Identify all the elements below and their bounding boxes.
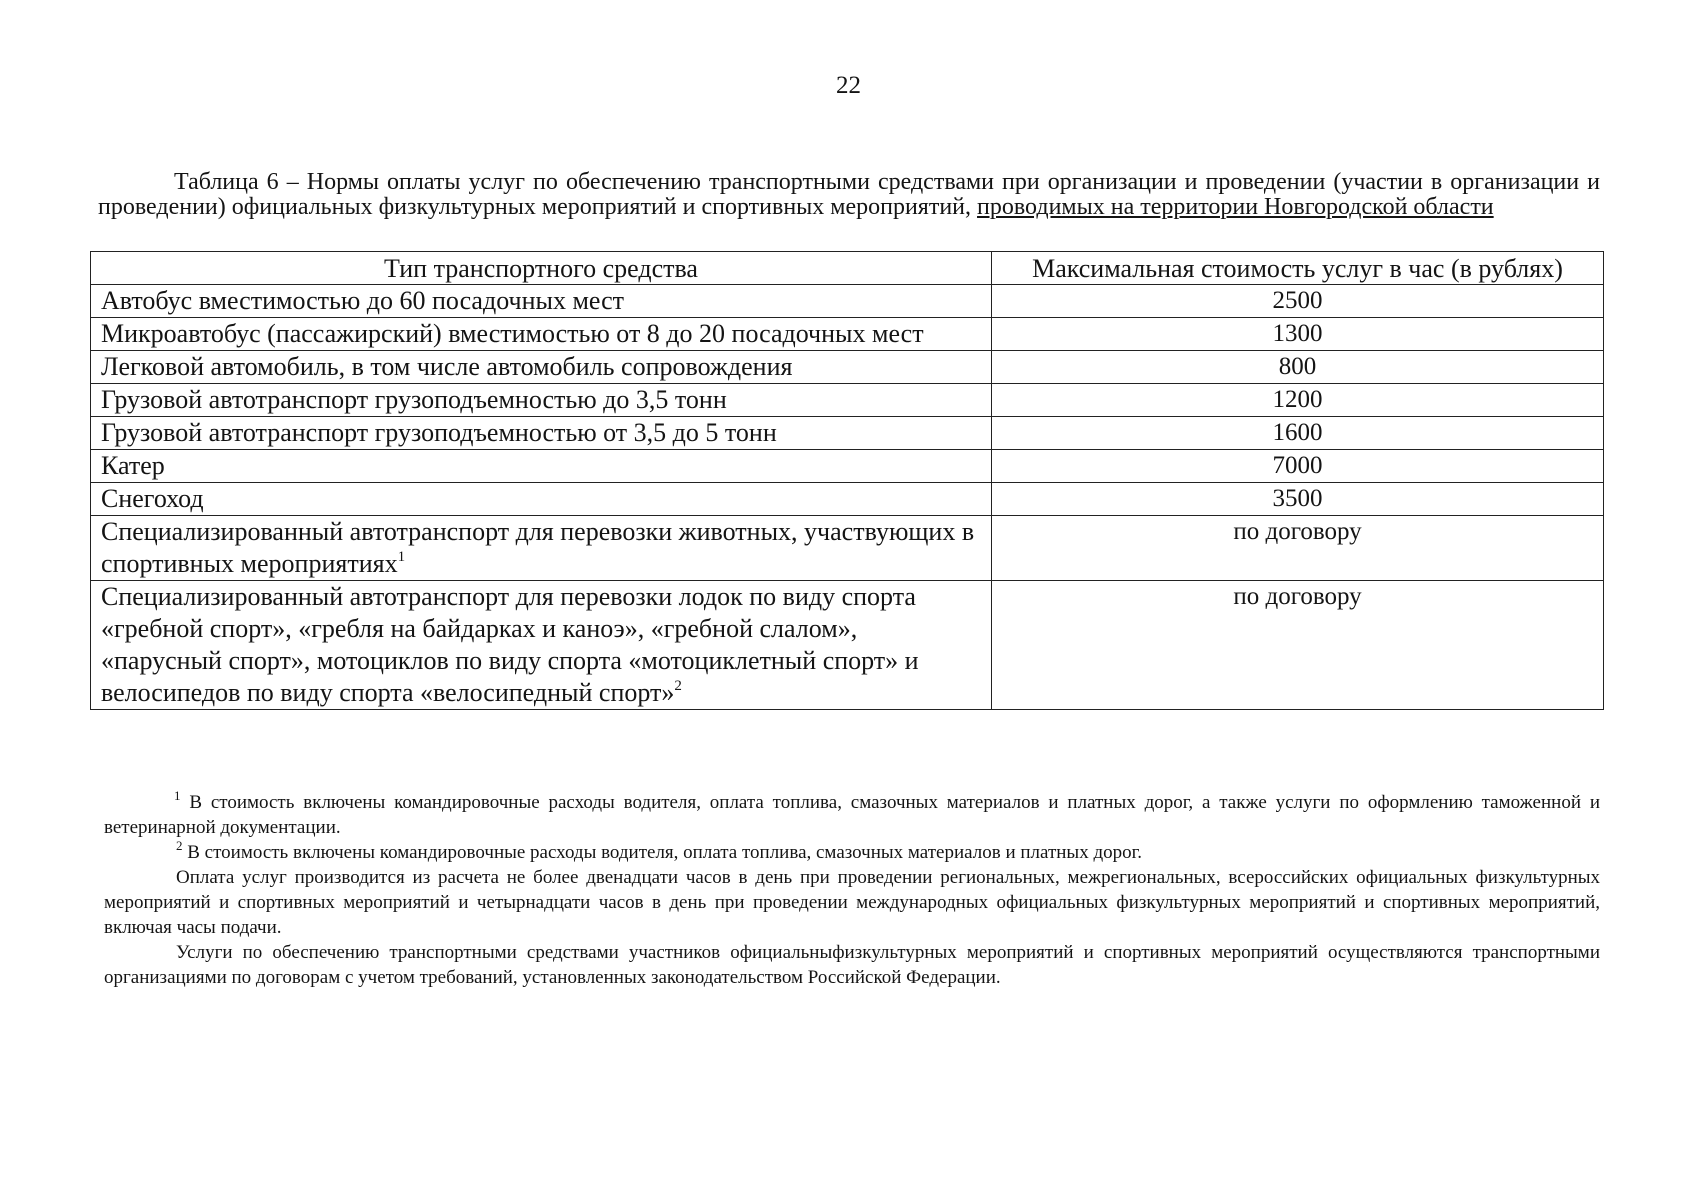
cost-cell: 800 [992, 351, 1604, 384]
table-caption [98, 170, 1600, 220]
page-number: 22 [836, 72, 861, 99]
paragraph-payment-hours: Оплата услуг производится из расчета не более двенадцати часов в день при проведении региональных, межрегиональных, всероссийских официальных физкультурных мероприятий и спортивных мероприятий и четырнадцати часов в день при проведении международных официальных физкультурных мероприятий и спортивных мероприятий, включая часы подачи. [104, 867, 1600, 938]
table-row [91, 318, 1604, 351]
cost-cell: 1600 [992, 417, 1604, 450]
vehicle-type-text: Специализированный автотранспорт для перевозки лодок по виду спорта «гребной спорт», «гребля на байдарках и каноэ», «гребной слалом», «парусный спорт», мотоциклов по виду спорта «мотоциклетный спорт» и велосипедов по виду спорта «велосипедный спорт» [101, 582, 919, 707]
table-caption-tail: проводимых на территории Новгородской области [977, 194, 1494, 220]
vehicle-type-cell: Грузовой автотранспорт грузоподъемностью до 3,5 тонн [91, 384, 992, 417]
vehicle-type-cell: Катер [91, 450, 992, 483]
table-row [91, 516, 1604, 581]
column-header-cost: Максимальная стоимость услуг в час (в рублях) [992, 252, 1604, 285]
cost-cell: по договору [992, 581, 1604, 710]
footnote-text: В стоимость включены командировочные расходы водителя, оплата топлива, смазочных материалов и платных дорог, а также услуги по оформлению таможенной и ветеринарной документации. [104, 792, 1600, 838]
table-row [91, 450, 1604, 483]
footnote-1 [104, 790, 1600, 840]
notes-section [104, 790, 1600, 990]
vehicle-type-cell: Легковой автомобиль, в том числе автомобиль сопровождения [91, 351, 992, 384]
vehicle-type-cell: Грузовой автотранспорт грузоподъемностью от 3,5 до 5 тонн [91, 417, 992, 450]
vehicle-type-text: Специализированный автотранспорт для перевозки животных, участвующих в спортивных мероприятиях [101, 517, 975, 578]
footnote-ref: 1 [397, 549, 406, 565]
cost-cell: 1200 [992, 384, 1604, 417]
footnote-ref: 2 [674, 678, 682, 694]
cost-cell: по договору [992, 516, 1604, 581]
cost-cell: 3500 [992, 483, 1604, 516]
vehicle-type-cell: Снегоход [91, 483, 992, 516]
table-header-row [91, 252, 1604, 285]
table-row [91, 384, 1604, 417]
footnote-text: В стоимость включены командировочные расходы водителя, оплата топлива, смазочных материалов и платных дорог. [182, 842, 1143, 863]
vehicle-type-cell [91, 516, 992, 581]
table-row [91, 417, 1604, 450]
table-row [91, 351, 1604, 384]
footnote-2 [104, 840, 1600, 865]
table-row [91, 581, 1604, 710]
footnote-mark: 1 [174, 788, 181, 803]
cost-cell: 7000 [992, 450, 1604, 483]
cost-cell: 1300 [992, 318, 1604, 351]
table-row [91, 285, 1604, 318]
vehicle-type-cell: Автобус вместимостью до 60 посадочных мест [91, 285, 992, 318]
transport-rates-table [90, 251, 1604, 710]
cost-cell: 2500 [992, 285, 1604, 318]
footnote-mark: 2 [176, 838, 183, 853]
table-caption-main: Таблица 6 – Нормы оплаты услуг по обеспечению транспортными средствами при организации и проведении (участии в организации и проведении) официальных физкультурных мероприятий и спортивных мероприятий, [98, 169, 1600, 220]
column-header-type: Тип транспортного средства [91, 252, 992, 285]
paragraph-providers: Услуги по обеспечению транспортными средствами участников официальныфизкультурных мероприятий и спортивных мероприятий осуществляются транспортными организациями по договорам с учетом требований, установленных законодательством Российской Федерации. [104, 942, 1600, 988]
vehicle-type-cell [91, 581, 992, 710]
table-row [91, 483, 1604, 516]
vehicle-type-cell: Микроавтобус (пассажирский) вместимостью от 8 до 20 посадочных мест [91, 318, 992, 351]
